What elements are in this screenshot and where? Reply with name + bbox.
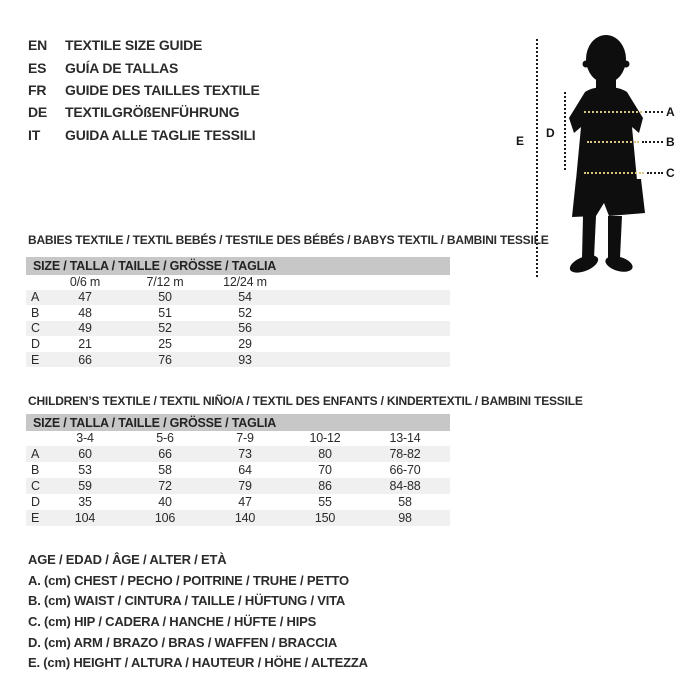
marker-label-height: E <box>516 134 524 148</box>
table-cell: 73 <box>238 446 252 461</box>
marker-label-waist: B <box>666 135 675 149</box>
table-cell: 49 <box>78 321 92 336</box>
table-cell: 54 <box>238 290 252 305</box>
children-table-header-row <box>26 431 450 446</box>
table-cell: 86 <box>318 478 332 493</box>
children-section-title: CHILDREN’S TEXTILE / TEXTIL NIÑO/A / TEXTIL DES ENFANTS / KINDERTEXTIL / BAMBINI TESSILE <box>28 394 583 408</box>
babies-section-title: BABIES TEXTILE / TEXTIL BEBÉS / TESTILE DES BÉBÉS / BABYS TEXTIL / BAMBINI TESSILE <box>28 233 549 247</box>
language-list <box>28 34 260 146</box>
children-table <box>26 431 450 526</box>
table-cell: 56 <box>238 321 252 336</box>
table-cell: 25 <box>158 337 172 352</box>
hip-measure-line <box>584 172 644 174</box>
language-title: GUÍA DE TALLAS <box>65 59 179 76</box>
legend-age-line: AGE / EDAD / ÂGE / ALTER / ETÀ <box>28 551 227 567</box>
language-code: IT <box>28 126 41 143</box>
language-row <box>28 79 260 101</box>
table-cell: 106 <box>154 510 176 525</box>
language-row <box>28 124 260 146</box>
babies-table-row <box>26 290 450 306</box>
table-cell: 72 <box>158 478 172 493</box>
table-cell: 140 <box>234 510 256 525</box>
column-header: 13-14 <box>389 431 421 446</box>
row-label: E <box>31 352 40 367</box>
arm-measure-line <box>564 92 566 170</box>
legend-item: B. (cm) WAIST / CINTURA / TAILLE / HÜFTUNG / VITA <box>28 593 346 609</box>
language-row <box>28 34 260 56</box>
table-cell: 66 <box>78 352 92 367</box>
row-label: C <box>31 321 40 336</box>
row-label: E <box>31 510 40 525</box>
table-cell: 104 <box>74 510 96 525</box>
language-title: TEXTILGRÖßENFÜHRUNG <box>65 104 240 121</box>
column-header: 5-6 <box>156 431 174 446</box>
language-code: ES <box>28 59 47 76</box>
legend-item: A. (cm) CHEST / PECHO / POITRINE / TRUHE / PETTO <box>28 572 349 588</box>
language-code: DE <box>28 104 48 121</box>
table-cell: 29 <box>238 337 252 352</box>
table-cell: 59 <box>78 478 92 493</box>
language-title: GUIDE DES TAILLES TEXTILE <box>65 81 260 98</box>
row-label: A <box>31 446 40 461</box>
table-cell: 48 <box>78 305 92 320</box>
table-cell: 58 <box>398 494 412 509</box>
row-label: D <box>31 337 40 352</box>
table-cell: 40 <box>158 494 172 509</box>
babies-size-header-bar: SIZE / TALLA / TAILLE / GRÖSSE / TAGLIA <box>26 257 450 275</box>
language-code: EN <box>28 37 48 54</box>
table-cell: 84-88 <box>389 478 421 493</box>
chest-measure-leader <box>645 111 663 113</box>
children-table-row <box>26 478 450 494</box>
children-size-header-bar: SIZE / TALLA / TAILLE / GRÖSSE / TAGLIA <box>26 414 450 431</box>
silhouette-shirt <box>569 87 643 180</box>
children-table-row <box>26 462 450 478</box>
babies-table <box>26 275 450 367</box>
table-cell: 47 <box>238 494 252 509</box>
table-cell: 53 <box>78 462 92 477</box>
marker-label-chest: A <box>666 105 675 119</box>
marker-label-hip: C <box>666 166 675 180</box>
column-header: 0/6 m <box>69 275 101 290</box>
silhouette-right-leg <box>608 216 622 258</box>
column-header: 3-4 <box>76 431 94 446</box>
measurement-legend <box>28 549 368 673</box>
table-cell: 60 <box>78 446 92 461</box>
silhouette-left-leg <box>582 216 596 258</box>
table-cell: 55 <box>318 494 332 509</box>
column-header: 7-9 <box>236 431 254 446</box>
table-cell: 98 <box>398 510 412 525</box>
babies-table-row <box>26 321 450 337</box>
babies-table-row <box>26 305 450 321</box>
legend-item: D. (cm) ARM / BRAZO / BRAS / WAFFEN / BRACCIA <box>28 634 338 650</box>
row-label: C <box>31 478 40 493</box>
column-header: 7/12 m <box>146 275 184 290</box>
table-cell: 64 <box>238 462 252 477</box>
table-cell: 70 <box>318 462 332 477</box>
language-row <box>28 101 260 123</box>
table-cell: 52 <box>238 305 252 320</box>
babies-table-row <box>26 336 450 352</box>
table-cell: 66-70 <box>389 462 421 477</box>
table-cell: 66 <box>158 446 172 461</box>
table-cell: 58 <box>158 462 172 477</box>
legend-item: C. (cm) HIP / CADERA / HANCHE / HÜFTE / HIPS <box>28 613 317 629</box>
table-cell: 50 <box>158 290 172 305</box>
waist-measure-line <box>587 141 639 143</box>
row-label: B <box>31 305 40 320</box>
table-cell: 76 <box>158 352 172 367</box>
chest-measure-line <box>584 111 642 113</box>
babies-table-header-row <box>26 275 450 290</box>
children-table-row <box>26 494 450 510</box>
table-cell: 78-82 <box>389 446 421 461</box>
legend-item: E. (cm) HEIGHT / ALTURA / HAUTEUR / HÖHE / ALTEZZA <box>28 655 368 671</box>
table-cell: 51 <box>158 305 172 320</box>
column-header: 10-12 <box>309 431 341 446</box>
language-title: GUIDA ALLE TAGLIE TESSILI <box>65 126 256 143</box>
table-cell: 93 <box>238 352 252 367</box>
column-header: 12/24 m <box>223 275 267 290</box>
table-cell: 47 <box>78 290 92 305</box>
table-cell: 150 <box>314 510 336 525</box>
language-row <box>28 56 260 78</box>
table-cell: 79 <box>238 478 252 493</box>
table-cell: 80 <box>318 446 332 461</box>
child-silhouette <box>553 30 663 280</box>
silhouette-shorts <box>572 179 645 217</box>
waist-measure-leader <box>642 141 663 143</box>
row-label: B <box>31 462 40 477</box>
children-table-row <box>26 510 450 526</box>
hip-measure-leader <box>647 172 663 174</box>
language-title: TEXTILE SIZE GUIDE <box>65 37 203 54</box>
table-cell: 52 <box>158 321 172 336</box>
row-label: A <box>31 290 40 305</box>
children-table-row <box>26 446 450 462</box>
table-cell: 21 <box>78 337 92 352</box>
table-cell: 35 <box>78 494 92 509</box>
row-label: D <box>31 494 40 509</box>
babies-table-row <box>26 352 450 368</box>
marker-label-arm: D <box>546 126 555 140</box>
language-code: FR <box>28 81 47 98</box>
